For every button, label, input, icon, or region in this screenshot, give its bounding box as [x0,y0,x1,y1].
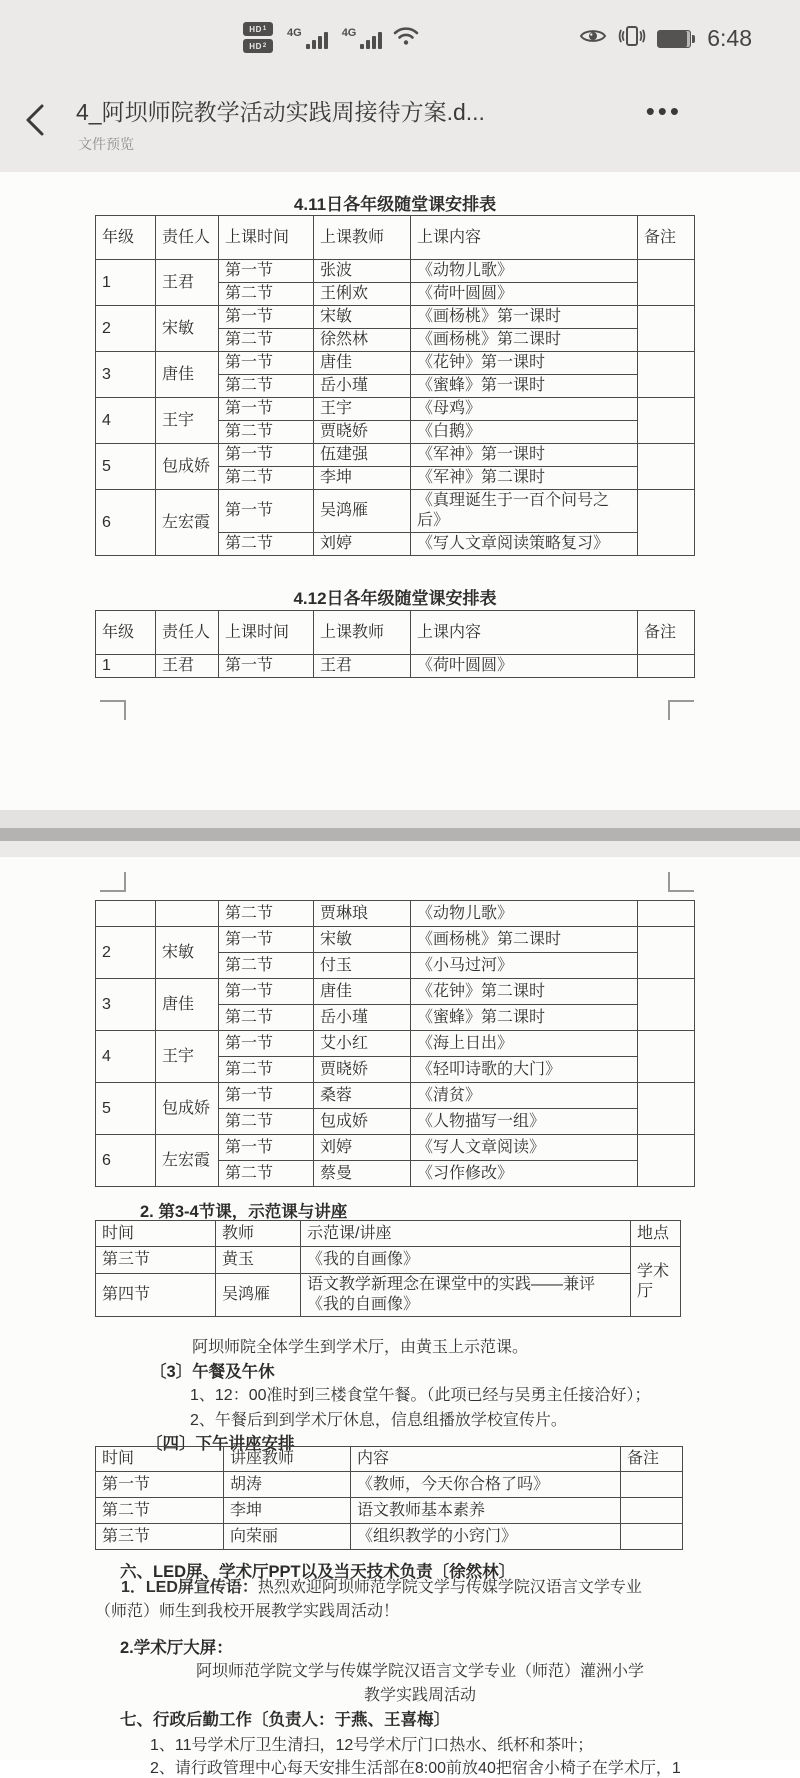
table-cell: 2 [96,927,156,979]
table-cell: 《海上日出》 [411,1031,638,1057]
signal-group-1 [287,27,328,49]
table-cell: 宋敏 [156,306,219,352]
signal-bars-icon-1 [306,32,328,49]
schedule-table-april12 [95,610,695,678]
table-cell: 《真理诞生于一百个问号之后》 [411,490,638,533]
table-header-cell: 备注 [638,216,695,260]
table-cell: 第四节 [96,1274,216,1317]
table-cell: 第三节 [96,1247,216,1274]
table-cell: 唐佳 [156,352,219,398]
table-header-cell: 上课教师 [314,611,411,655]
lunch-heading: 〔3〕午餐及午休 [150,1363,275,1381]
table-cell: 5 [96,444,156,490]
table-cell: 第二节 [219,1109,314,1135]
table-cell: 第二节 [219,329,314,352]
table-cell: 王宇 [156,1031,219,1083]
table-header-cell: 上课时间 [219,216,314,260]
table-header-cell: 责任人 [156,216,219,260]
demo-lecture-table [95,1220,681,1317]
table-cell: 《军神》第二课时 [411,467,638,490]
table-cell: 第一节 [219,444,314,467]
table-cell: 6 [96,1135,156,1187]
table-cell: 第一节 [219,306,314,329]
table-row [96,655,695,678]
status-left-cluster [243,22,420,53]
afternoon-lecture-table [95,1446,683,1550]
page-gap-lower [0,841,800,857]
table-header-cell: 时间 [96,1221,216,1247]
table-cell: 包成娇 [314,1109,411,1135]
table-cell: 唐佳 [314,352,411,375]
table-cell: 1 [96,655,156,678]
table-cell: 第二节 [219,421,314,444]
admin-item-1: 1、11号学术厅卫生清扫，12号学术厅门口热水、纸杯和茶叶； [150,1737,594,1754]
table-cell: 付玉 [314,953,411,979]
table-cell: 3 [96,979,156,1031]
table-cell: 刘婷 [314,533,411,556]
table-header-cell: 内容 [351,1447,621,1472]
table-cell: 《画杨桃》第二课时 [411,329,638,352]
table-row [96,260,695,283]
table-row [96,1031,695,1057]
table-cell: 岳小瑾 [314,1005,411,1031]
table-cell [638,979,695,1031]
table-cell [638,901,695,927]
table-cell: 第二节 [219,901,314,927]
chevron-left-icon [22,100,48,140]
demo-note: 阿坝师院全体学生到学术厅，由黄玉上示范课。 [192,1339,529,1356]
table-cell: 唐佳 [314,979,411,1005]
table-cell: 吴鸿雁 [216,1274,301,1317]
table-row [96,398,695,421]
table-header-cell: 上课时间 [219,611,314,655]
table-cell: 艾小红 [314,1031,411,1057]
admin-item-2: 2、请行政管理中心每天安排生活部在8:00前放40把宿舍小椅子在学术厅，1 [150,1760,681,1777]
page-gap-upper [0,810,800,828]
table-cell: 第一节 [219,1135,314,1161]
table-header-row [96,1447,683,1472]
file-preview-label: 文件预览 [78,136,134,152]
page2-margin-mark-left [100,872,126,892]
table-cell: 蔡曼 [314,1161,411,1187]
table-cell: 《教师，今天你合格了吗》 [351,1472,621,1498]
table-cell: 第一节 [219,1031,314,1057]
table-row [96,927,695,953]
network-type-label-2: 4G [341,26,357,39]
table-row [96,1524,683,1550]
table-row [96,1498,683,1524]
back-button[interactable] [22,100,58,140]
table-cell [638,1135,695,1187]
table-cell: 第一节 [219,260,314,283]
status-right-cluster [579,24,752,53]
table-cell: 《荷叶圆圆》 [411,283,638,306]
app-header [0,78,800,172]
signal-bars-icon-2 [360,32,382,49]
table-cell: 包成娇 [156,444,219,490]
table-cell: 第一节 [219,398,314,421]
table-row [96,1083,695,1109]
page1-margin-mark-left [100,700,126,720]
table-cell: 张波 [314,260,411,283]
table-row [96,444,695,467]
table-header-cell: 责任人 [156,611,219,655]
table-header-cell: 教师 [216,1221,301,1247]
table-cell: 《小马过河》 [411,953,638,979]
table-header-cell: 年级 [96,611,156,655]
table-cell: 第二节 [219,533,314,556]
table-cell: 第二节 [219,375,314,398]
battery-icon [657,30,695,48]
table-cell [638,352,695,398]
table-cell: 伍建强 [314,444,411,467]
table-cell: 第一节 [219,1083,314,1109]
table-cell: 左宏霞 [156,490,219,556]
table-cell: 宋敏 [314,306,411,329]
table-cell [638,444,695,490]
table-cell: 第二节 [219,953,314,979]
table-cell [156,901,219,927]
wifi-icon [392,23,420,52]
table-cell [638,927,695,979]
table-cell: 左宏霞 [156,1135,219,1187]
table-cell: 黄玉 [216,1247,301,1274]
table-cell: 2 [96,306,156,352]
hd-indicators [243,22,273,53]
table-row [96,1135,695,1161]
table-cell: 第一节 [219,352,314,375]
eye-comfort-icon [579,26,607,51]
led-slogan-label: 1．LED屏宣传语： [121,1579,258,1596]
table-row [96,1247,681,1274]
table-cell [621,1498,683,1524]
table-header-row [96,216,695,260]
table-cell: 《我的自画像》 [301,1247,631,1274]
table-cell: 第三节 [96,1524,224,1550]
table-cell: 《画杨桃》第二课时 [411,927,638,953]
table-cell: 包成娇 [156,1083,219,1135]
table-cell: 第一节 [219,490,314,533]
table-cell: 4 [96,1031,156,1083]
table-cell: 岳小瑾 [314,375,411,398]
led-slogan [95,1576,661,1624]
table-row [96,979,695,1005]
table1-title: 4.11日各年级随堂课安排表 [293,195,497,214]
table-cell: 贾晓娇 [314,421,411,444]
table-cell: 《荷叶圆圆》 [411,655,638,678]
document-viewer[interactable] [0,172,800,1777]
table-cell: 贾晓娇 [314,1057,411,1083]
table-cell: 王俐欢 [314,283,411,306]
table-cell: 刘婷 [314,1135,411,1161]
table-cell [638,306,695,352]
table-header-cell: 上课内容 [411,611,638,655]
vibrate-icon [619,24,645,53]
table-cell: 王宇 [156,398,219,444]
schedule-table-april11 [95,215,695,556]
table-cell: 第一节 [219,655,314,678]
table-cell [621,1524,683,1550]
table-header-cell: 讲座教师 [224,1447,351,1472]
table-cell: 《白鹅》 [411,421,638,444]
table-header-cell: 示范课/讲座 [301,1221,631,1247]
table-cell: 第二节 [219,1057,314,1083]
screen-line-1: 阿坝师范学院文学与传媒学院汉语言文学专业（师范）灌洲小学 [195,1663,644,1680]
table-cell: 《军神》第一课时 [411,444,638,467]
table-row [96,306,695,329]
table-cell: 6 [96,490,156,556]
table-cell: 唐佳 [156,979,219,1031]
table-cell: 第二节 [219,283,314,306]
table-cell: 《轻叩诗歌的大门》 [411,1057,638,1083]
table-header-row [96,1221,681,1247]
table-cell: 桑蓉 [314,1083,411,1109]
section2-heading: 2. 第3-4节课，示范课与讲座 [140,1203,348,1221]
table-cell: 《蜜蜂》第二课时 [411,1005,638,1031]
table-cell: 1 [96,260,156,306]
table-cell: 徐然林 [314,329,411,352]
file-title: 4_阿坝师院教学活动实践周接待方案.d... [76,99,485,125]
table-cell: 《母鸡》 [411,398,638,421]
led-slogan-text: 热烈欢迎阿坝师范学院文学与传媒学院汉语言文学专业（师范）师生到我校开展教学实践周活动！ [95,1579,642,1620]
table-cell: 《画杨桃》第一课时 [411,306,638,329]
table-cell: 《人物描写一组》 [411,1109,638,1135]
table-cell [638,260,695,306]
table-cell: 贾琳琅 [314,901,411,927]
table-header-cell: 备注 [638,611,695,655]
table-cell: 王君 [156,655,219,678]
screen-line-2: 教学实践周活动 [363,1687,476,1704]
table-cell: 第一节 [219,979,314,1005]
table-cell: 吴鸿雁 [314,490,411,533]
table-cell: 《写人文章阅读》 [411,1135,638,1161]
table-cell: 5 [96,1083,156,1135]
lunch-item-2: 2、午餐后到到学术厅休息，信息组播放学校宣传片。 [190,1412,567,1429]
table-cell [638,398,695,444]
table-row [96,1274,681,1317]
table-row [96,1472,683,1498]
signal-group-2 [342,27,383,49]
table-cell: 《动物儿歌》 [411,901,638,927]
table-cell: 第二节 [219,467,314,490]
table-row [96,352,695,375]
table-cell: 王君 [314,655,411,678]
table-header-row [96,611,695,655]
table-cell: 《清贫》 [411,1083,638,1109]
hd2-icon: HD 2 [243,39,273,53]
table-header-cell: 备注 [621,1447,683,1472]
table-cell: 第一节 [96,1472,224,1498]
table-row [96,490,695,533]
page-gap-band [0,828,800,841]
table-cell: 学术厅 [631,1247,681,1317]
table-cell: 胡涛 [224,1472,351,1498]
table-cell: 4 [96,398,156,444]
table-cell: 李坤 [224,1498,351,1524]
table-cell [621,1472,683,1498]
table-cell: 《写人文章阅读策略复习》 [411,533,638,556]
table-header-cell: 上课教师 [314,216,411,260]
table-cell: 王宇 [314,398,411,421]
table-cell [638,655,695,678]
table-cell: 语文教师基本素养 [351,1498,621,1524]
status-bar [0,0,800,78]
table2-title: 4.12日各年级随堂课安排表 [293,589,497,608]
table-header-cell: 年级 [96,216,156,260]
network-type-label-1: 4G [287,26,302,39]
admin-heading: 七、行政后勤工作〔负责人：于燕、王喜梅〕 [120,1711,450,1729]
led-heading: 六、LED屏、学术厅PPT以及当天技术负责〔徐然林〕 [120,1563,516,1581]
table-cell: 宋敏 [156,927,219,979]
screen-heading: 2.学术厅大屏： [120,1639,233,1657]
table-cell [96,901,156,927]
table-cell [638,1083,695,1135]
table-cell: 《蜜蜂》第一课时 [411,375,638,398]
lunch-item-1: 1、12：00准时到三楼食堂午餐。（此项已经与吴勇主任接洽好）； [190,1387,651,1404]
table-cell: 第二节 [219,1005,314,1031]
table-cell: 《组织教学的小窍门》 [351,1524,621,1550]
table-header-cell: 地点 [631,1221,681,1247]
table-cell: 王君 [156,260,219,306]
hd1-icon: HD 1 [243,22,273,36]
page1-margin-mark-right [668,700,694,720]
afternoon-heading: 〔四〕下午讲座安排 [146,1435,295,1453]
table-cell: 宋敏 [314,927,411,953]
table-cell: 第一节 [219,927,314,953]
table-cell: 第二节 [96,1498,224,1524]
table-cell: 《动物儿歌》 [411,260,638,283]
table-header-cell: 上课内容 [411,216,638,260]
page2-margin-mark-right [668,872,694,892]
schedule-table-continued [95,900,695,1187]
table-cell: 《习作修改》 [411,1161,638,1187]
table-cell: 语文教学新理念在课堂中的实践——兼评《我的自画像》 [301,1274,631,1317]
table-row [96,901,695,927]
table-cell: 3 [96,352,156,398]
table-cell: 第二节 [219,1161,314,1187]
table-header-cell: 时间 [96,1447,224,1472]
clock-text: 6:48 [707,25,752,51]
more-options-button[interactable]: ••• [645,96,682,126]
table-cell: 《花钟》第一课时 [411,352,638,375]
table-cell: 《花钟》第二课时 [411,979,638,1005]
table-cell [638,490,695,556]
table-cell: 李坤 [314,467,411,490]
table-cell: 向荣丽 [224,1524,351,1550]
table-cell [638,1031,695,1083]
